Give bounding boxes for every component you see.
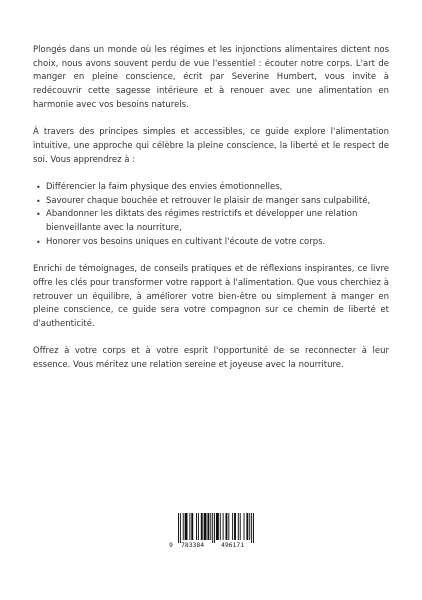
bullet-list	[33, 181, 389, 250]
list-item	[33, 181, 389, 195]
back-cover-text	[33, 44, 389, 373]
list-item-text: Différencier la faim physique des envies émotionnelles,	[46, 182, 283, 192]
list-item	[33, 236, 389, 250]
bullet-icon: •	[36, 183, 41, 192]
bullet-icon: •	[36, 196, 41, 206]
paragraph-testimonials: Enrichi de témoignages, de conseils pratiques et de réflexions inspirantes, ce livre offre les clés pour transformer votre rapport à l'alimentation. Que vous cherchiez à retrouver un équilibre, à améliorer votre bien-être ou simplement à manger en pleine conscience, ce guide sera votre compagnon sur ce chemin de liberté et d'authenticité.	[33, 264, 389, 330]
paragraph-closing: Offrez à votre corps et à votre esprit l'opportunité de se reconnecter à leur essence. Vous méritez une relation sereine et joyeuse avec la nourriture.	[33, 346, 389, 371]
list-item	[33, 208, 389, 235]
bullet-icon: •	[36, 210, 41, 220]
list-item-text: Savourer chaque bouchée et retrouver le plaisir de manger sans culpabilité,	[46, 195, 371, 206]
paragraph-intro: Plongés dans un monde où les régimes et les injonctions alimentaires dictent nos choix, nous avons souvent perdu de vue l'essentiel : écouter notre corps. L'art de manger en pleine conscience, écrit par Severine Humbert, vous invite à redécouvrir cette sagesse intérieure et à renouer avec une alimentation en harmonie avec vos besoins naturels.	[33, 45, 389, 110]
barcode-left-group: 783384	[181, 541, 205, 549]
barcode-right-group: 496171	[221, 541, 245, 549]
list-item	[33, 195, 389, 209]
barcode	[169, 511, 262, 551]
paragraph-guide: À travers des principes simples et accessibles, ce guide explore l'alimentation intuitive, une approche qui célèbre la pleine conscience, la liberté et le respect de soi. Vous apprendrez à :	[33, 127, 389, 165]
list-item-text: Honorer vos besoins uniques en cultivant l'écoute de votre corps.	[46, 236, 326, 247]
list-item-text: Abandonner les diktats des régimes restrictifs et développer une relation bienveillante avec la nourriture,	[46, 209, 358, 234]
barcode-first-digit: 9	[169, 541, 173, 549]
barcode-bars-icon	[172, 513, 259, 543]
bullet-icon: •	[36, 237, 41, 247]
